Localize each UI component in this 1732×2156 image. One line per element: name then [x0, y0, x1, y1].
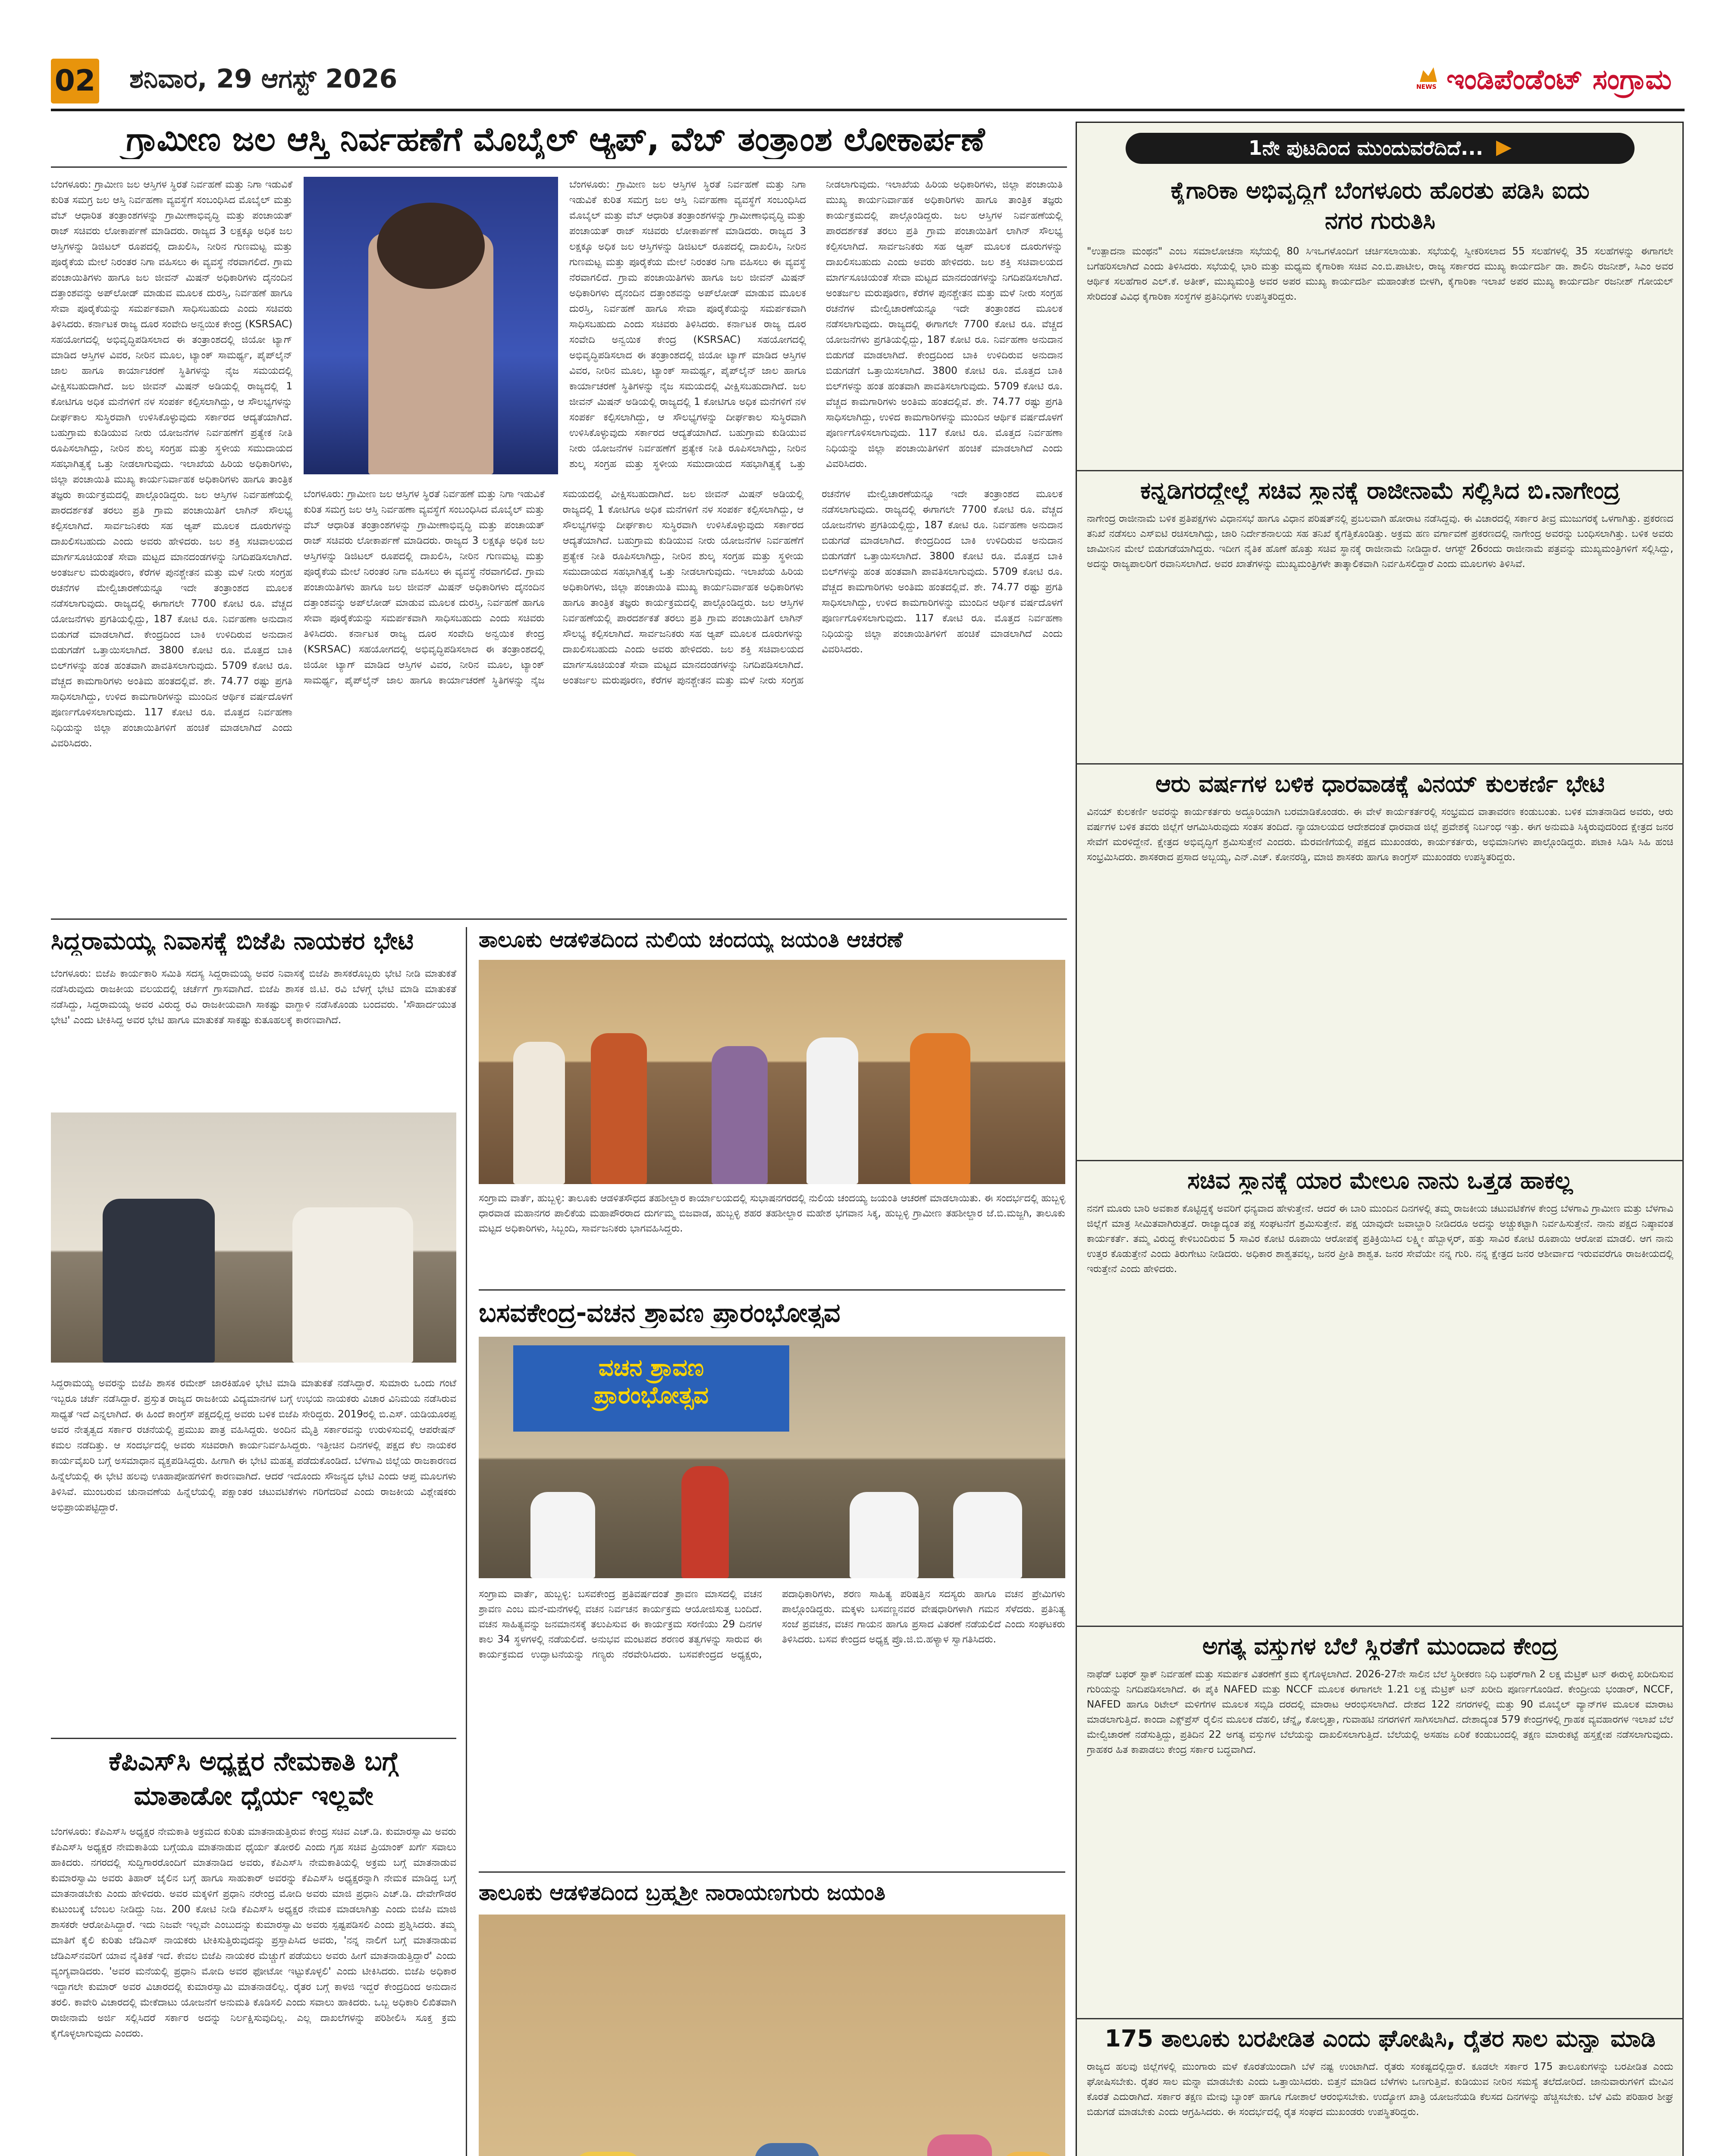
visitor-figure: [103, 1199, 215, 1363]
right-article-2-body: ನಾಗೇಂದ್ರ ರಾಜೀನಾಮೆ ಬಳಿಕ ಪ್ರತಿಪಕ್ಷಗಳು ವಿಧಾನಸಭೆ ಹಾಗೂ ವಿಧಾನ ಪರಿಷತ್‌ನಲ್ಲಿ ಪ್ರಬಲವಾಗಿ ಹೋರಾಟ ನಡೆಸಿದ್ದವು. ಈ ವಿಚಾರದಲ್ಲಿ ಸರ್ಕಾರ ತೀವ್ರ ಮುಜುಗರಕ್ಕೆ ಒಳಗಾಗಿತ್ತು. ಪ್ರಕರಣದ ತನಿಖೆ ನಡೆಸಲು ಎಸ್ಐಟಿ ರಚಿಸಲಾಗಿದ್ದು, ಜಾರಿ ನಿರ್ದೇಶನಾಲಯ ಸಹ ತನಿಖೆ ಕೈಗೆತ್ತಿಕೊಂಡಿತ್ತು. ಅಕ್ರಮ ಹಣ ವರ್ಗಾವಣೆ ಪ್ರಕರಣದಲ್ಲಿ ನಾಗೇಂದ್ರ ಅವರನ್ನು ಬಂಧಿಸಲಾಗಿತ್ತು. ಬಳಿಕ ಅವರು ಜಾಮೀನಿನ ಮೇಲೆ ಬಿಡುಗಡೆಯಾಗಿದ್ದರು. ಇದೀಗ ನೈತಿಕ ಹೊಣೆ ಹೊತ್ತು ಸಚಿವ ಸ್ಥಾನಕ್ಕೆ ರಾಜೀನಾಮೆ ನೀಡಿದ್ದಾರೆ. ಆಗಸ್ಟ್ 26ರಂದು ರಾಜೀನಾಮೆ ಪತ್ರವನ್ನು ಮುಖ್ಯಮಂತ್ರಿಗಳಿಗೆ ಸಲ್ಲಿಸಿದ್ದು, ಅದನ್ನು ರಾಜ್ಯಪಾಲರಿಗೆ ರವಾನಿಸಲಾಗಿದೆ. ಅವರ ಖಾತೆಗಳನ್ನು ಮುಖ್ಯಮಂತ್ರಿಗಳೇ ತಾತ್ಕಾಲಿಕವಾಗಿ ನಿರ್ವಹಿಸಲಿದ್ದಾರೆ ಎಂದು ಮೂಲಗಳು ತಿಳಿಸಿವೆ.: [1087, 513, 1673, 570]
basava-event-photo: [479, 1337, 1065, 1578]
section-rule-3: [479, 1289, 1065, 1291]
right-article-3-headline: ಆರು ವರ್ಷಗಳ ಬಳಿಕ ಧಾರವಾಡಕ್ಕೆ ವಿನಯ್ ಕುಲಕರ್ಣಿ ಭೇಟಿ: [1155, 770, 1605, 797]
right-article-4-headline: ಸಚಿವ ಸ್ಥಾನಕ್ಕೆ ಯಾರ ಮೇಲೂ ನಾನು ಒತ್ತಡ ಹಾಕಲ್ಲ: [1187, 1167, 1573, 1194]
attendee-figure: [1001, 2152, 1057, 2156]
right-article-5-body: ನಾಫೆಡ್ ಬಫರ್ ಸ್ಟಾಕ್ ನಿರ್ವಹಣೆ ಮತ್ತು ಸಮರ್ಪಕ ವಿತರಣೆಗೆ ಕ್ರಮ ಕೈಗೊಳ್ಳಲಾಗಿದೆ. 2026-27ನೇ ಸಾಲಿನ ಬೆಲೆ ಸ್ಥಿರೀಕರಣ ನಿಧಿ ಬಫರ್‌ಗಾಗಿ 2 ಲಕ್ಷ ಮೆಟ್ರಿಕ್ ಟನ್ ಈರುಳ್ಳಿ ಖರೀದಿಸುವ ಗುರಿಯನ್ನು ನಿಗದಿಪಡಿಸಲಾಗಿದೆ. ಈ ಪೈಕಿ NAFED ಮತ್ತು NCCF ಮೂಲಕ ಈಗಾಗಲೇ 1.21 ಲಕ್ಷ ಮೆಟ್ರಿಕ್ ಟನ್ ಖರೀದಿ ಪೂರ್ಣಗೊಂಡಿದೆ. ಕೇಂದ್ರೀಯ ಭಂಡಾರ್, NCCF, NAFED ಹಾಗೂ ರಿಟೇಲ್ ಮಳಿಗೆಗಳ ಮೂಲಕ ಸಬ್ಸಿಡಿ ದರದಲ್ಲಿ ಮಾರಾಟ ಆರಂಭಿಸಲಾಗಿದೆ. ದೇಶದ 122 ನಗರಗಳಲ್ಲಿ ಮತ್ತು 90 ಮೊಬೈಲ್ ವ್ಯಾನ್‌ಗಳ ಮೂಲಕ ಮಾರಾಟ ಮಾಡಲಾಗುತ್ತಿದೆ. ಕಾಂದಾ ಎಕ್ಸ್‌ಪ್ರೆಸ್ ರೈಲಿನ ಮೂಲಕ ದೆಹಲಿ, ಚೆನ್ನೈ, ಕೋಲ್ಕತ್ತಾ, ಗುವಾಹಟಿ ನಗರಗಳಿಗೆ ಸಾಗಿಸಲಾಗಿದೆ. ದೇಶಾದ್ಯಂತ 579 ಕೇಂದ್ರಗಳಲ್ಲಿ ಗ್ರಾಹಕ ವ್ಯವಹಾರಗಳ ಇಲಾಖೆ ಬೆಲೆ ಮೇಲ್ವಿಚಾರಣೆ ನಡೆಸುತ್ತಿದ್ದು, ಪ್ರತಿದಿನ 22 ಅಗತ್ಯ ವಸ್ತುಗಳ ಬೆಲೆಯನ್ನು ದಾಖಲಿಸಲಾಗುತ್ತಿದೆ. ಬೆಲೆಯಲ್ಲಿ ಅಸಹಜ ಏರಿಕೆ ಕಂಡುಬಂದಲ್ಲಿ ತಕ್ಷಣ ಮಾರುಕಟ್ಟೆ ಹಸ್ತಕ್ಷೇಪ ನಡೆಸಲಾಗುವುದು. ಗ್ರಾಹಕರ ಹಿತ ಕಾಪಾಡಲು ಕೇಂದ್ರ ಸರ್ಕಾರ ಬದ್ಧವಾಗಿದೆ.: [1087, 1669, 1673, 1755]
section-rule-2: [51, 1738, 456, 1739]
right-article-6-body: ರಾಜ್ಯದ ಹಲವು ಜಿಲ್ಲೆಗಳಲ್ಲಿ ಮುಂಗಾರು ಮಳೆ ಕೊರತೆಯಿಂದಾಗಿ ಬೆಳೆ ನಷ್ಟ ಉಂಟಾಗಿದೆ. ರೈತರು ಸಂಕಷ್ಟದಲ್ಲಿದ್ದಾರೆ. ಕೂಡಲೇ ಸರ್ಕಾರ 175 ತಾಲೂಕುಗಳನ್ನು ಬರಪೀಡಿತ ಎಂದು ಘೋಷಿಸಬೇಕು. ರೈತರ ಸಾಲ ಮನ್ನಾ ಮಾಡಬೇಕು ಎಂದು ಒತ್ತಾಯಿಸಿದರು. ಬಿತ್ತನೆ ಮಾಡಿದ ಬೆಳೆಗಳು ಒಣಗುತ್ತಿವೆ. ಕುಡಿಯುವ ನೀರಿನ ಸಮಸ್ಯೆ ತಲೆದೋರಿದೆ. ಜಾನುವಾರುಗಳಿಗೆ ಮೇವಿನ ಕೊರತೆ ಎದುರಾಗಿದೆ. ಸರ್ಕಾರ ತಕ್ಷಣ ಮೇವು ಬ್ಯಾಂಕ್ ಹಾಗೂ ಗೋಶಾಲೆ ಆರಂಭಿಸಬೇಕು. ಉದ್ಯೋಗ ಖಾತ್ರಿ ಯೋಜನೆಯಡಿ ಕೆಲಸದ ದಿನಗಳನ್ನು ಹೆಚ್ಚಿಸಬೇಕು. ಬೆಳೆ ವಿಮೆ ಪರಿಹಾರ ಶೀಘ್ರ ಬಿಡುಗಡೆ ಮಾಡಬೇಕು ಎಂದು ಆಗ್ರಹಿಸಿದರು. ಈ ಸಂದರ್ಭದಲ್ಲಿ ರೈತ ಸಂಘದ ಮುಖಂಡರು ಉಪಸ್ಥಿತರಿದ್ದರು.: [1087, 2061, 1673, 2118]
section-rule-4: [479, 1871, 1065, 1873]
event-banner: [513, 1345, 789, 1432]
right-rule: [1076, 470, 1684, 471]
narayanaguru-headline: ತಾಲೂಕು ಆಡಳಿತದಿಂದ ಬ್ರಹ್ಮಶ್ರೀ ನಾರಾಯಣಗುರು ಜಯಂತಿ: [479, 1880, 885, 1905]
narayanaguru-event-photo: [479, 1915, 1065, 2156]
right-article-1-headline: ಕೈಗಾರಿಕಾ ಅಭಿವೃದ್ಧಿಗೆ ಬೆಂಗಳೂರು ಹೊರತು ಪಡಿಸಿ ಐದು: [1170, 177, 1590, 204]
continued-banner-text: 1ನೇ ಪುಟದಿಂದ ಮುಂದುವರೆದಿದೆ...: [1248, 136, 1484, 160]
attendee-figure: [927, 2134, 992, 2156]
attendee-figure: [712, 1046, 768, 1184]
siddaramaiah-body-bottom: ಸಿದ್ದರಾಮಯ್ಯ ಅವರನ್ನು ಬಿಜೆಪಿ ಶಾಸಕ ರಮೇಶ್ ಜಾರಕಿಹೊಳಿ ಭೇಟಿ ಮಾಡಿ ಮಾತುಕತೆ ನಡೆಸಿದ್ದಾರೆ. ಸುಮಾರು ಒಂದು ಗಂಟೆ ಇಬ್ಬರೂ ಚರ್ಚೆ ನಡೆಸಿದ್ದಾರೆ. ಪ್ರಸ್ತುತ ರಾಜ್ಯದ ರಾಜಕೀಯ ವಿದ್ಯಮಾನಗಳ ಬಗ್ಗೆ ಉಭಯ ನಾಯಕರು ವಿಚಾರ ವಿನಿಮಯ ನಡೆಸಿರುವ ಸಾಧ್ಯತೆ ಇದೆ ಎನ್ನಲಾಗಿದೆ. ಈ ಹಿಂದೆ ಕಾಂಗ್ರೆಸ್ ಪಕ್ಷದಲ್ಲಿದ್ದ ಅವರು ಬಳಿಕ ಬಿಜೆಪಿ ಸೇರಿದ್ದರು. 2019ರಲ್ಲಿ ಬಿ.ಎಸ್. ಯಡಿಯೂರಪ್ಪ ಅವರ ನೇತೃತ್ವದ ಸರ್ಕಾರ ರಚನೆಯಲ್ಲಿ ಪ್ರಮುಖ ಪಾತ್ರ ವಹಿಸಿದ್ದರು. ಅಂದಿನ ಮೈತ್ರಿ ಸರ್ಕಾರವನ್ನು ಉರುಳಿಸುವಲ್ಲಿ ಆಪರೇಷನ್ ಕಮಲ ನಡೆದಿತ್ತು. ಆ ಸಂದರ್ಭದಲ್ಲಿ ಅವರು ಸಚಿವರಾಗಿ ಕಾರ್ಯನಿರ್ವಹಿಸಿದ್ದರು. ಇತ್ತೀಚಿನ ದಿನಗಳಲ್ಲಿ ಪಕ್ಷದ ಕೆಲ ನಾಯಕರ ಕಾರ್ಯವೈಖರಿ ಬಗ್ಗೆ ಅಸಮಾಧಾನ ವ್ಯಕ್ತಪಡಿಸಿದ್ದರು. ಹೀಗಾಗಿ ಈ ಭೇಟಿ ಮಹತ್ವ ಪಡೆದುಕೊಂಡಿದೆ. ಬೆಳಗಾವಿ ಜಿಲ್ಲೆಯ ರಾಜಕಾರಣದ ಹಿನ್ನೆಲೆಯಲ್ಲಿ ಈ ಭೇಟಿ ಹಲವು ಊಹಾಪೋಹಗಳಿಗೆ ಕಾರಣವಾಗಿದೆ. ಆದರೆ ಇದೊಂದು ಸೌಜನ್ಯದ ಭೇಟಿ ಎಂದು ಆಪ್ತ ಮೂಲಗಳು ತಿಳಿಸಿವೆ. ಮುಂಬರುವ ಚುನಾವಣೆಯ ಹಿನ್ನೆಲೆಯಲ್ಲಿ ಪಕ್ಷಾಂತರ ಚಟುವಟಿಕೆಗಳು ಗರಿಗೆದರಿವೆ ಎಂದು ರಾಜಕೀಯ ವಿಶ್ಲೇಷಕರು ಅಭಿಪ್ರಾಯಪಟ್ಟಿದ್ದಾರೆ.: [51, 1378, 456, 1513]
right-article-1-headline-2: ನಗರ ಗುರುತಿಸಿ: [1324, 207, 1436, 234]
page-date: ಶನಿವಾರ, 29 ಆಗಸ್ಟ್ 2026: [129, 64, 398, 94]
right-article-2-headline: ಕನ್ನಡಿಗರದ್ದೇಲ್ಲೆ ಸಚಿವ ಸ್ಥಾನಕ್ಕೆ ರಾಜೀನಾಮೆ ಸಲ್ಲಿಸಿದ ಬಿ.ನಾಗೇಂದ್ರ: [1140, 477, 1620, 504]
right-rule: [1076, 1626, 1684, 1627]
attendee-figure: [850, 1492, 919, 1578]
right-rule: [1076, 2018, 1684, 2019]
brand-logo-icon: [1416, 65, 1440, 95]
lead-rule: [51, 166, 1067, 168]
right-rule: [1076, 763, 1684, 765]
host-figure: [292, 1207, 413, 1363]
arrow-right-icon: [1496, 141, 1512, 156]
basava-headline: ಬಸವಕೇಂದ್ರ-ವಚನ ಶ್ರಾವಣ ಪ್ರಾರಂಭೋತ್ಸವ: [479, 1298, 841, 1328]
child-figure: [681, 1466, 729, 1578]
right-article-3-body: ವಿನಯ್ ಕುಲಕರ್ಣಿ ಅವರನ್ನು ಕಾರ್ಯಕರ್ತರು ಅದ್ದೂರಿಯಾಗಿ ಬರಮಾಡಿಕೊಂಡರು. ಈ ವೇಳೆ ಕಾರ್ಯಕರ್ತರಲ್ಲಿ ಸಂಭ್ರಮದ ವಾತಾವರಣ ಕಂಡುಬಂತು. ಬಳಿಕ ಮಾತನಾಡಿದ ಅವರು, ಆರು ವರ್ಷಗಳ ಬಳಿಕ ತವರು ಜಿಲ್ಲೆಗೆ ಆಗಮಿಸಿರುವುದು ಸಂತಸ ತಂದಿದೆ. ನ್ಯಾಯಾಲಯದ ಆದೇಶದಂತೆ ಧಾರವಾಡ ಜಿಲ್ಲೆ ಪ್ರವೇಶಕ್ಕೆ ನಿರ್ಬಂಧ ಇತ್ತು. ಈಗ ಅನುಮತಿ ಸಿಕ್ಕಿರುವುದರಿಂದ ಕ್ಷೇತ್ರದ ಜನರ ಸೇವೆಗೆ ಮರಳಿದ್ದೇನೆ. ಕ್ಷೇತ್ರದ ಅಭಿವೃದ್ಧಿಗೆ ಶ್ರಮಿಸುತ್ತೇನೆ ಎಂದರು. ಮೆರವಣಿಗೆಯಲ್ಲಿ ಪಕ್ಷದ ಮುಖಂಡರು, ಕಾರ್ಯಕರ್ತರು, ಅಭಿಮಾನಿಗಳು ಪಾಲ್ಗೊಂಡಿದ್ದರು. ಪಟಾಕಿ ಸಿಡಿಸಿ ಸಿಹಿ ಹಂಚಿ ಸಂಭ್ರಮಿಸಿದರು. ಶಾಸಕರಾದ ಪ್ರಸಾದ ಅಬ್ಬಯ್ಯ, ಎನ್.ಎಚ್. ಕೋನರಡ್ಡಿ, ಮಾಜಿ ಶಾಸಕರು ಹಾಗೂ ಕಾಂಗ್ರೆಸ್ ಮುಖಂಡರು ಉಪಸ್ಥಿತರಿದ್ದರು.: [1087, 806, 1673, 863]
chandrayya-event-photo: [479, 960, 1065, 1184]
lead-portrait-photo: [304, 177, 558, 474]
right-rule: [1076, 1160, 1684, 1161]
lead-body-cont: ಬೆಂಗಳೂರು: ಗ್ರಾಮೀಣ ಜಲ ಆಸ್ತಿಗಳ ಸ್ಥಿರತೆ ನಿರ್ವಹಣೆ ಮತ್ತು ನಿಗಾ ಇಡುವಿಕೆ ಕುರಿತ ಸಮಗ್ರ ಜಲ ಆಸ್ತಿ ನಿರ್ವಹಣಾ ವ್ಯವಸ್ಥೆಗೆ ಸಂಬಂಧಿಸಿದ ಮೊಬೈಲ್ ಮತ್ತು ವೆಬ್ ಆಧಾರಿತ ತಂತ್ರಾಂಶಗಳನ್ನು ಗ್ರಾಮೀಣಾಭಿವೃದ್ಧಿ ಮತ್ತು ಪಂಚಾಯತ್ ರಾಜ್ ಸಚಿವರು ಲೋಕಾರ್ಪಣೆ ಮಾಡಿದರು. ರಾಜ್ಯದ 3 ಲಕ್ಷಕ್ಕೂ ಅಧಿಕ ಜಲ ಆಸ್ತಿಗಳನ್ನು ಡಿಜಿಟಲ್ ರೂಪದಲ್ಲಿ ದಾಖಲಿಸಿ, ನೀರಿನ ಗುಣಮಟ್ಟ ಮತ್ತು ಪೂರೈಕೆಯ ಮೇಲೆ ನಿರಂತರ ನಿಗಾ ವಹಿಸಲು ಈ ವ್ಯವಸ್ಥೆ ನೆರವಾಗಲಿದೆ. ಗ್ರಾಮ ಪಂಚಾಯಿತಿಗಳು ಹಾಗೂ ಜಲ ಜೀವನ್ ಮಿಷನ್ ಅಧಿಕಾರಿಗಳು ದೈನಂದಿನ ದತ್ತಾಂಶವನ್ನು ಅಪ್‌ಲೋಡ್ ಮಾಡುವ ಮೂಲಕ ದುರಸ್ತಿ, ನಿರ್ವಹಣೆ ಹಾಗೂ ಸೇವಾ ಪೂರೈಕೆಯನ್ನು ಸಮರ್ಪಕವಾಗಿ ಸಾಧಿಸಬಹುದು ಎಂದು ಸಚಿವರು ತಿಳಿಸಿದರು. ಕರ್ನಾಟಕ ರಾಜ್ಯ ದೂರ ಸಂವೇದಿ ಅನ್ವಯಿಕ ಕೇಂದ್ರ (KSRSAC) ಸಹಯೋಗದಲ್ಲಿ ಅಭಿವೃದ್ಧಿಪಡಿಸಲಾದ ಈ ತಂತ್ರಾಂಶದಲ್ಲಿ ಜಿಯೋ ಟ್ಯಾಗ್ ಮಾಡಿದ ಆಸ್ತಿಗಳ ವಿವರ, ನೀರಿನ ಮೂಲ, ಟ್ಯಾಂಕ್ ಸಾಮರ್ಥ್ಯ, ಪೈಪ್‌ಲೈನ್ ಜಾಲ ಹಾಗೂ ಕಾರ್ಯಾಚರಣೆ ಸ್ಥಿತಿಗಳನ್ನು ನೈಜ ಸಮಯದಲ್ಲಿ ವೀಕ್ಷಿಸಬಹುದಾಗಿದೆ. ಜಲ ಜೀವನ್ ಮಿಷನ್ ಅಡಿಯಲ್ಲಿ ರಾಜ್ಯದಲ್ಲಿ 1 ಕೋಟಿಗೂ ಅಧಿಕ ಮನೆಗಳಿಗೆ ನಳ ಸಂಪರ್ಕ ಕಲ್ಪಿಸಲಾಗಿದ್ದು, ಆ ಸೌಲಭ್ಯಗಳನ್ನು ದೀರ್ಘಕಾಲ ಸುಸ್ಥಿರವಾಗಿ ಉಳಿಸಿಕೊಳ್ಳುವುದು ಸರ್ಕಾರದ ಆದ್ಯತೆಯಾಗಿದೆ. ಬಹುಗ್ರಾಮ ಕುಡಿಯುವ ನೀರು ಯೋಜನೆಗಳ ನಿರ್ವಹಣೆಗೆ ಪ್ರತ್ಯೇಕ ನೀತಿ ರೂಪಿಸಲಾಗಿದ್ದು, ನೀರಿನ ಶುಲ್ಕ ಸಂಗ್ರಹ ಮತ್ತು ಸ್ಥಳೀಯ ಸಮುದಾಯದ ಸಹಭಾಗಿತ್ವಕ್ಕೆ ಒತ್ತು ನೀಡಲಾಗುವುದು. ಇಲಾಖೆಯ ಹಿರಿಯ ಅಧಿಕಾರಿಗಳು, ಜಿಲ್ಲಾ ಪಂಚಾಯಿತಿ ಮುಖ್ಯ ಕಾರ್ಯನಿರ್ವಾಹಕ ಅಧಿಕಾರಿಗಳು ಹಾಗೂ ತಾಂತ್ರಿಕ ತಜ್ಞರು ಕಾರ್ಯಕ್ರಮದಲ್ಲಿ ಪಾಲ್ಗೊಂಡಿದ್ದರು. ಜಲ ಆಸ್ತಿಗಳ ನಿರ್ವಹಣೆಯಲ್ಲಿ ಪಾರದರ್ಶಕತೆ ತರಲು ಪ್ರತಿ ಗ್ರಾಮ ಪಂಚಾಯಿತಿಗೆ ಲಾಗಿನ್ ಸೌಲಭ್ಯ ಕಲ್ಪಿಸಲಾಗಿದೆ. ಸಾರ್ವಜನಿಕರು ಸಹ ಆ್ಯಪ್ ಮೂಲಕ ದೂರುಗಳನ್ನು ದಾಖಲಿಸಬಹುದು ಎಂದು ಅವರು ಹೇಳಿದರು. ಜಲ ಶಕ್ತಿ ಸಚಿವಾಲಯದ ಮಾರ್ಗಸೂಚಿಯಂತೆ ಸೇವಾ ಮಟ್ಟದ ಮಾನದಂಡಗಳನ್ನು ನಿಗದಿಪಡಿಸಲಾಗಿದೆ. ಅಂತರ್ಜಲ ಮರುಪೂರಣ, ಕೆರೆಗಳ ಪುನಶ್ಚೇತನ ಮತ್ತು ಮಳೆ ನೀರು ಸಂಗ್ರಹ ರಚನೆಗಳ ಮೇಲ್ವಿಚಾರಣೆಯನ್ನೂ ಇದೇ ತಂತ್ರಾಂಶದ ಮೂಲಕ ನಡೆಸಲಾಗುವುದು. ರಾಜ್ಯದಲ್ಲಿ ಈಗಾಗಲೇ 7700 ಕೋಟಿ ರೂ. ವೆಚ್ಚದ ಯೋಜನೆಗಳು ಪ್ರಗತಿಯಲ್ಲಿದ್ದು, 187 ಕೋಟಿ ರೂ. ನಿರ್ವಹಣಾ ಅನುದಾನ ಬಿಡುಗಡೆ ಮಾಡಲಾಗಿದೆ. ಕೇಂದ್ರದಿಂದ ಬಾಕಿ ಉಳಿದಿರುವ ಅನುದಾನ ಬಿಡುಗಡೆಗೆ ಒತ್ತಾಯಿಸಲಾಗಿದೆ. 3800 ಕೋಟಿ ರೂ. ಮೊತ್ತದ ಬಾಕಿ ಬಿಲ್‌ಗಳನ್ನು ಹಂತ ಹಂತವಾಗಿ ಪಾವತಿಸಲಾಗುವುದು. 5709 ಕೋಟಿ ರೂ. ವೆಚ್ಚದ ಕಾಮಗಾರಿಗಳು ಅಂತಿಮ ಹಂತದಲ್ಲಿವೆ. ಶೇ. 74.77 ರಷ್ಟು ಪ್ರಗತಿ ಸಾಧಿಸಲಾಗಿದ್ದು, ಉಳಿದ ಕಾಮಗಾರಿಗಳನ್ನು ಮುಂದಿನ ಆರ್ಥಿಕ ವರ್ಷದೊಳಗೆ ಪೂರ್ಣಗೊಳಿಸಲಾಗುವುದು. 117 ಕೋಟಿ ರೂ. ಮೊತ್ತದ ನಿರ್ವಹಣಾ ನಿಧಿಯನ್ನು ಜಿಲ್ಲಾ ಪಂಚಾಯಿತಿಗಳಿಗೆ ಹಂಚಿಕೆ ಮಾಡಲಾಗಿದೆ ಎಂದು ವಿವರಿಸಿದರು.: [304, 489, 1063, 686]
attendee-figure: [953, 1492, 1022, 1578]
basava-caption: ಸಂಗ್ರಾಮ ವಾರ್ತೆ, ಹುಬ್ಬಳ್ಳಿ: ಬಸವಕೇಂದ್ರ ಪ್ರತಿವರ್ಷದಂತೆ ಶ್ರಾವಣ ಮಾಸದಲ್ಲಿ ವಚನ ಶ್ರಾವಣ ಎಂಬ ಮನೆ-ಮನೆಗಳಲ್ಲಿ ವಚನ ನಿರ್ವಚನ ಕಾರ್ಯಕ್ರಮ ಆಯೋಜಿಸುತ್ತ ಬಂದಿದೆ. ವಚನ ಸಾಹಿತ್ಯವನ್ನು ಜನಮಾನಸಕ್ಕೆ ತಲುಪಿಸುವ ಈ ಕಾರ್ಯಕ್ರಮ ಸರಣಿಯು 29 ದಿನಗಳ ಕಾಲ 34 ಸ್ಥಳಗಳಲ್ಲಿ ನಡೆಯಲಿದೆ. ಅನುಭವ ಮಂಟಪದ ಶರಣರ ತತ್ವಗಳನ್ನು ಸಾರುವ ಈ ಕಾರ್ಯಕ್ರಮದ ಉದ್ಘಾಟನೆಯನ್ನು ಗಣ್ಯರು ನೆರವೇರಿಸಿದರು. ಬಸವಕೇಂದ್ರದ ಅಧ್ಯಕ್ಷರು, ಪದಾಧಿಕಾರಿಗಳು, ಶರಣ ಸಾಹಿತ್ಯ ಪರಿಷತ್ತಿನ ಸದಸ್ಯರು ಹಾಗೂ ವಚನ ಪ್ರೇಮಿಗಳು ಪಾಲ್ಗೊಂಡಿದ್ದರು. ಮಕ್ಕಳು ಬಸವಣ್ಣನವರ ವೇಷಧಾರಿಗಳಾಗಿ ಗಮನ ಸೆಳೆದರು. ಪ್ರತಿನಿತ್ಯ ಸಂಜೆ ಪ್ರವಚನ, ವಚನ ಗಾಯನ ಹಾಗೂ ಪ್ರಸಾದ ವಿತರಣೆ ನಡೆಯಲಿದೆ ಎಂದು ಸಂಘಟಕರು ತಿಳಿಸಿದರು. ಬಸವ ಕೇಂದ್ರದ ಅಧ್ಯಕ್ಷ ಪ್ರೊ.ಜಿ.ಬಿ.ಹಳ್ಯಾಳ ಸ್ವಾಗತಿಸಿದರು.: [479, 1589, 1065, 1660]
lead-headline: ಗ್ರಾಮೀಣ ಜಲ ಆಸ್ತಿ ನಿರ್ವಹಣೆಗೆ ಮೊಬೈಲ್ ಆ್ಯಪ್, ವೆಬ್ ತಂತ್ರಾಂಶ ಲೋಕಾರ್ಪಣೆ: [126, 120, 985, 158]
attendee-figure: [513, 1042, 565, 1184]
kpsc-headline-line2: ಮಾತಾಡೋ ಧೈರ್ಯ ಇಲ್ಲವೇ: [134, 1781, 373, 1811]
page-number: 02: [51, 59, 99, 103]
right-article-5-headline: ಅಗತ್ಯ ವಸ್ತುಗಳ ಬೆಲೆ ಸ್ಥಿರತೆಗೆ ಮುಂದಾದ ಕೇಂದ್ರ: [1202, 1633, 1558, 1660]
newspaper-brand: [1416, 60, 1672, 99]
banner-text-2: ಪ್ರಾರಂಭೋತ್ಸವ: [593, 1382, 709, 1409]
masthead-rule: [51, 109, 1685, 111]
attendee-figure: [574, 2152, 643, 2156]
kpsc-headline-line1: ಕೆಪಿಎಸ್‌ಸಿ ಅಧ್ಯಕ್ಷರ ನೇಮಕಾತಿ ಬಗ್ಗೆ: [108, 1746, 399, 1777]
speaker-head: [377, 203, 485, 289]
right-article-1-body: "ಉತ್ಪಾದನಾ ಮಂಥನ" ಎಂಬ ಸಮಾಲೋಚನಾ ಸಭೆಯಲ್ಲಿ 80 ಸಿಇಒಗಳೊಂದಿಗೆ ಚರ್ಚಿಸಲಾಯಿತು. ಸಭೆಯಲ್ಲಿ ಸ್ವೀಕರಿಸಲಾದ 55 ಸಲಹೆಗಳಲ್ಲಿ 35 ಸಲಹೆಗಳನ್ನು ಈಗಾಗಲೇ ಬಗೆಹರಿಸಲಾಗಿದೆ ಎಂದು ತಿಳಿಸಿದರು. ಸಭೆಯಲ್ಲಿ ಭಾರಿ ಮತ್ತು ಮಧ್ಯಮ ಕೈಗಾರಿಕಾ ಸಚಿವ ಎಂ.ಬಿ.ಪಾಟೀಲ, ರಾಜ್ಯ ಸರ್ಕಾರದ ಮುಖ್ಯ ಕಾರ್ಯದರ್ಶಿ ಡಾ. ಶಾಲಿನಿ ರಜನೀಶ್, ಸಿಎಂ ಅವರ ಆರ್ಥಿಕ ಸಲಹೆಗಾರ ಎಲ್.ಕೆ. ಅತೀಕ್, ಮುಖ್ಯಮಂತ್ರಿ ಅವರ ಅಪರ ಮುಖ್ಯ ಕಾರ್ಯದರ್ಶಿ ಮಹಾಂತೇಶ ಬೀಳಗಿ, ಕೈಗಾರಿಕಾ ಇಲಾಖೆ ಅಪರ ಮುಖ್ಯ ಕಾರ್ಯದರ್ಶಿ ರಜನೀಶ್ ಗೋಯಲ್ ಸೇರಿದಂತೆ ವಿವಿಧ ಕೈಗಾರಿಕಾ ಸಂಸ್ಥೆಗಳ ಪ್ರತಿನಿಧಿಗಳು ಉಪಸ್ಥಿತರಿದ್ದರು.: [1087, 246, 1673, 302]
column-divider: [466, 927, 467, 2156]
right-article-4-body: ನನಗೆ ಮೂರು ಬಾರಿ ಅವಕಾಶ ಕೊಟ್ಟಿದ್ದಕ್ಕೆ ಅವರಿಗೆ ಧನ್ಯವಾದ ಹೇಳುತ್ತೇನೆ. ಆದರೆ ಈ ಬಾರಿ ಮುಂದಿನ ದಿನಗಳಲ್ಲಿ ತಮ್ಮ ರಾಜಕೀಯ ಚಟುವಟಿಕೆಗಳ ಕೇಂದ್ರ ಬೆಳಗಾವಿ ಗ್ರಾಮೀಣ ಮತ್ತು ಬೆಳಗಾವಿ ಜಿಲ್ಲೆಗೆ ಮಾತ್ರ ಸೀಮಿತವಾಗಿರುತ್ತದೆ. ರಾಜ್ಯಾದ್ಯಂತ ಪಕ್ಷ ಸಂಘಟನೆಗೆ ಶ್ರಮಿಸುತ್ತೇನೆ. ಪಕ್ಷ ಯಾವುದೇ ಜವಾಬ್ದಾರಿ ನೀಡಿದರೂ ಅದನ್ನು ಅಚ್ಚುಕಟ್ಟಾಗಿ ನಿರ್ವಹಿಸುತ್ತೇನೆ. ನಾನು ಪಕ್ಷದ ನಿಷ್ಠಾವಂತ ಕಾರ್ಯಕರ್ತೆ. ತಮ್ಮ ವಿರುದ್ಧ ಕೇಳಿಬಂದಿರುವ 5 ಸಾವಿರ ಕೋಟಿ ರೂಪಾಯಿ ಆರೋಪಕ್ಕೆ ಪ್ರತಿಕ್ರಿಯಿಸಿದ ಲಕ್ಷ್ಮೀ ಹೆಬ್ಬಾಳ್ಕರ್, ಹತ್ತು ಸಾವಿರ ಕೋಟಿ ರೂಪಾಯಿ ಆರೋಪ ಮಾಡಲಿ. ಆಗ ನಾನು ಉತ್ತರ ಕೊಡುತ್ತೇನೆ ಎಂದು ತಿರುಗೇಟು ನೀಡಿದರು. ಅಧಿಕಾರ ಶಾಶ್ವತವಲ್ಲ, ಜನರ ಪ್ರೀತಿ ಶಾಶ್ವತ. ಜನರ ಸೇವೆಯೇ ನನ್ನ ಗುರಿ. ನನ್ನ ಕ್ಷೇತ್ರದ ಜನರ ಆಶೀರ್ವಾದ ಇರುವವರೆಗೂ ರಾಜಕೀಯದಲ್ಲಿ ಇರುತ್ತೇನೆ ಎಂದು ಹೇಳಿದರು.: [1087, 1203, 1673, 1275]
attendee-figure: [591, 1033, 647, 1184]
attendee-figure: [806, 1037, 858, 1184]
chandrayya-caption: ಸಂಗ್ರಾಮ ವಾರ್ತೆ, ಹುಬ್ಬಳ್ಳಿ: ತಾಲೂಕು ಆಡಳಿತಸೌಧದ ತಹಶೀಲ್ದಾರ ಕಾರ್ಯಾಲಯದಲ್ಲಿ ಸುಭಾಷನಗರದಲ್ಲಿ ನುಲಿಯ ಚಂದಯ್ಯ ಜಯಂತಿ ಆಚರಣೆ ಮಾಡಲಾಯಿತು. ಈ ಸಂದರ್ಭದಲ್ಲಿ ಹುಬ್ಬಳ್ಳಿ ಧಾರವಾಡ ಮಹಾನಗರ ಪಾಲಿಕೆಯ ಮಹಾಪೌರರಾದ ದುರ್ಗಮ್ಮ ಬಿಜವಾಡ, ಹುಬ್ಬಳ್ಳಿ ಶಹರ ತಹಶೀಲ್ದಾರ ಮಹೇಶ ಭಗವಾನ ಸಿಕ್ಕ, ಹುಬ್ಬಳ್ಳಿ ಗ್ರಾಮೀಣ ತಹಶೀಲ್ದಾರ ಜೆ.ಬಿ.ಮಜ್ಜಗಿ, ತಾಲೂಕು ಮಟ್ಟದ ಅಧಿಕಾರಿಗಳು, ಸಿಬ್ಬಂದಿ, ಸಾರ್ವಜನಿಕರು ಭಾಗವಹಿಸಿದ್ದರು.: [479, 1193, 1065, 1234]
attendee-figure: [530, 1492, 595, 1578]
lead-body-col1: ಬೆಂಗಳೂರು: ಗ್ರಾಮೀಣ ಜಲ ಆಸ್ತಿಗಳ ಸ್ಥಿರತೆ ನಿರ್ವಹಣೆ ಮತ್ತು ನಿಗಾ ಇಡುವಿಕೆ ಕುರಿತ ಸಮಗ್ರ ಜಲ ಆಸ್ತಿ ನಿರ್ವಹಣಾ ವ್ಯವಸ್ಥೆಗೆ ಸಂಬಂಧಿಸಿದ ಮೊಬೈಲ್ ಮತ್ತು ವೆಬ್ ಆಧಾರಿತ ತಂತ್ರಾಂಶಗಳನ್ನು ಗ್ರಾಮೀಣಾಭಿವೃದ್ಧಿ ಮತ್ತು ಪಂಚಾಯತ್ ರಾಜ್ ಸಚಿವರು ಲೋಕಾರ್ಪಣೆ ಮಾಡಿದರು. ರಾಜ್ಯದ 3 ಲಕ್ಷಕ್ಕೂ ಅಧಿಕ ಜಲ ಆಸ್ತಿಗಳನ್ನು ಡಿಜಿಟಲ್ ರೂಪದಲ್ಲಿ ದಾಖಲಿಸಿ, ನೀರಿನ ಗುಣಮಟ್ಟ ಮತ್ತು ಪೂರೈಕೆಯ ಮೇಲೆ ನಿರಂತರ ನಿಗಾ ವಹಿಸಲು ಈ ವ್ಯವಸ್ಥೆ ನೆರವಾಗಲಿದೆ. ಗ್ರಾಮ ಪಂಚಾಯಿತಿಗಳು ಹಾಗೂ ಜಲ ಜೀವನ್ ಮಿಷನ್ ಅಧಿಕಾರಿಗಳು ದೈನಂದಿನ ದತ್ತಾಂಶವನ್ನು ಅಪ್‌ಲೋಡ್ ಮಾಡುವ ಮೂಲಕ ದುರಸ್ತಿ, ನಿರ್ವಹಣೆ ಹಾಗೂ ಸೇವಾ ಪೂರೈಕೆಯನ್ನು ಸಮರ್ಪಕವಾಗಿ ಸಾಧಿಸಬಹುದು ಎಂದು ಸಚಿವರು ತಿಳಿಸಿದರು. ಕರ್ನಾಟಕ ರಾಜ್ಯ ದೂರ ಸಂವೇದಿ ಅನ್ವಯಿಕ ಕೇಂದ್ರ (KSRSAC) ಸಹಯೋಗದಲ್ಲಿ ಅಭಿವೃದ್ಧಿಪಡಿಸಲಾದ ಈ ತಂತ್ರಾಂಶದಲ್ಲಿ ಜಿಯೋ ಟ್ಯಾಗ್ ಮಾಡಿದ ಆಸ್ತಿಗಳ ವಿವರ, ನೀರಿನ ಮೂಲ, ಟ್ಯಾಂಕ್ ಸಾಮರ್ಥ್ಯ, ಪೈಪ್‌ಲೈನ್ ಜಾಲ ಹಾಗೂ ಕಾರ್ಯಾಚರಣೆ ಸ್ಥಿತಿಗಳನ್ನು ನೈಜ ಸಮಯದಲ್ಲಿ ವೀಕ್ಷಿಸಬಹುದಾಗಿದೆ. ಜಲ ಜೀವನ್ ಮಿಷನ್ ಅಡಿಯಲ್ಲಿ ರಾಜ್ಯದಲ್ಲಿ 1 ಕೋಟಿಗೂ ಅಧಿಕ ಮನೆಗಳಿಗೆ ನಳ ಸಂಪರ್ಕ ಕಲ್ಪಿಸಲಾಗಿದ್ದು, ಆ ಸೌಲಭ್ಯಗಳನ್ನು ದೀರ್ಘಕಾಲ ಸುಸ್ಥಿರವಾಗಿ ಉಳಿಸಿಕೊಳ್ಳುವುದು ಸರ್ಕಾರದ ಆದ್ಯತೆಯಾಗಿದೆ. ಬಹುಗ್ರಾಮ ಕುಡಿಯುವ ನೀರು ಯೋಜನೆಗಳ ನಿರ್ವಹಣೆಗೆ ಪ್ರತ್ಯೇಕ ನೀತಿ ರೂಪಿಸಲಾಗಿದ್ದು, ನೀರಿನ ಶುಲ್ಕ ಸಂಗ್ರಹ ಮತ್ತು ಸ್ಥಳೀಯ ಸಮುದಾಯದ ಸಹಭಾಗಿತ್ವಕ್ಕೆ ಒತ್ತು ನೀಡಲಾಗುವುದು. ಇಲಾಖೆಯ ಹಿರಿಯ ಅಧಿಕಾರಿಗಳು, ಜಿಲ್ಲಾ ಪಂಚಾಯಿತಿ ಮುಖ್ಯ ಕಾರ್ಯನಿರ್ವಾಹಕ ಅಧಿಕಾರಿಗಳು ಹಾಗೂ ತಾಂತ್ರಿಕ ತಜ್ಞರು ಕಾರ್ಯಕ್ರಮದಲ್ಲಿ ಪಾಲ್ಗೊಂಡಿದ್ದರು. ಜಲ ಆಸ್ತಿಗಳ ನಿರ್ವಹಣೆಯಲ್ಲಿ ಪಾರದರ್ಶಕತೆ ತರಲು ಪ್ರತಿ ಗ್ರಾಮ ಪಂಚಾಯಿತಿಗೆ ಲಾಗಿನ್ ಸೌಲಭ್ಯ ಕಲ್ಪಿಸಲಾಗಿದೆ. ಸಾರ್ವಜನಿಕರು ಸಹ ಆ್ಯಪ್ ಮೂಲಕ ದೂರುಗಳನ್ನು ದಾಖಲಿಸಬಹುದು ಎಂದು ಅವರು ಹೇಳಿದರು. ಜಲ ಶಕ್ತಿ ಸಚಿವಾಲಯದ ಮಾರ್ಗಸೂಚಿಯಂತೆ ಸೇವಾ ಮಟ್ಟದ ಮಾನದಂಡಗಳನ್ನು ನಿಗದಿಪಡಿಸಲಾಗಿದೆ. ಅಂತರ್ಜಲ ಮರುಪೂರಣ, ಕೆರೆಗಳ ಪುನಶ್ಚೇತನ ಮತ್ತು ಮಳೆ ನೀರು ಸಂಗ್ರಹ ರಚನೆಗಳ ಮೇಲ್ವಿಚಾರಣೆಯನ್ನೂ ಇದೇ ತಂತ್ರಾಂಶದ ಮೂಲಕ ನಡೆಸಲಾಗುವುದು. ರಾಜ್ಯದಲ್ಲಿ ಈಗಾಗಲೇ 7700 ಕೋಟಿ ರೂ. ವೆಚ್ಚದ ಯೋಜನೆಗಳು ಪ್ರಗತಿಯಲ್ಲಿದ್ದು, 187 ಕೋಟಿ ರೂ. ನಿರ್ವಹಣಾ ಅನುದಾನ ಬಿಡುಗಡೆ ಮಾಡಲಾಗಿದೆ. ಕೇಂದ್ರದಿಂದ ಬಾಕಿ ಉಳಿದಿರುವ ಅನುದಾನ ಬಿಡುಗಡೆಗೆ ಒತ್ತಾಯಿಸಲಾಗಿದೆ. 3800 ಕೋಟಿ ರೂ. ಮೊತ್ತದ ಬಾಕಿ ಬಿಲ್‌ಗಳನ್ನು ಹಂತ ಹಂತವಾಗಿ ಪಾವತಿಸಲಾಗುವುದು. 5709 ಕೋಟಿ ರೂ. ವೆಚ್ಚದ ಕಾಮಗಾರಿಗಳು ಅಂತಿಮ ಹಂತದಲ್ಲಿವೆ. ಶೇ. 74.77 ರಷ್ಟು ಪ್ರಗತಿ ಸಾಧಿಸಲಾಗಿದ್ದು, ಉಳಿದ ಕಾಮಗಾರಿಗಳನ್ನು ಮುಂದಿನ ಆರ್ಥಿಕ ವರ್ಷದೊಳಗೆ ಪೂರ್ಣಗೊಳಿಸಲಾಗುವುದು. 117 ಕೋಟಿ ರೂ. ಮೊತ್ತದ ನಿರ್ವಹಣಾ ನಿಧಿಯನ್ನು ಜಿಲ್ಲಾ ಪಂಚಾಯಿತಿಗಳಿಗೆ ಹಂಚಿಕೆ ಮಾಡಲಾಗಿದೆ ಎಂದು ವಿವರಿಸಿದರು.: [51, 179, 292, 749]
chandrayya-headline: ತಾಲೂಕು ಆಡಳಿತದಿಂದ ನುಲಿಯ ಚಂದಯ್ಯ ಜಯಂತಿ ಆಚರಣೆ: [479, 927, 903, 952]
banner-text-1: ವಚನ ಶ್ರಾವಣ: [598, 1354, 704, 1381]
attendee-figure: [910, 1033, 970, 1184]
brand-name: ಇಂಡಿಪೆಂಡೆಂಟ್ ಸಂಗ್ರಾಮ: [1446, 64, 1672, 96]
section-rule-1: [51, 918, 1067, 920]
attendee-figure: [755, 2143, 819, 2156]
right-article-6-headline: 175 ತಾಲೂಕು ಬರಪೀಡಿತ ಎಂದು ಘೋಷಿಸಿ, ರೈತರ ಸಾಲ ಮನ್ನಾ ಮಾಡಿ: [1104, 2025, 1656, 2052]
siddaramaiah-headline: ಸಿದ್ದರಾಮಯ್ಯ ನಿವಾಸಕ್ಕೆ ಬಿಜೆಪಿ ನಾಯಕರ ಭೇಟಿ: [51, 927, 414, 955]
kpsc-body: ಬೆಂಗಳೂರು: ಕೆಪಿಎಸ್‌ಸಿ ಅಧ್ಯಕ್ಷರ ನೇಮಕಾತಿ ಅಕ್ರಮದ ಕುರಿತು ಮಾತನಾಡುತ್ತಿರುವ ಕೇಂದ್ರ ಸಚಿವ ಎಚ್.ಡಿ. ಕುಮಾರಸ್ವಾಮಿ ಅವರು ಕೆಪಿಎಸ್‌ಸಿ ಅಧ್ಯಕ್ಷರ ನೇಮಕಾತಿಯ ಬಗ್ಗೆಯೂ ಮಾತನಾಡುವ ಧೈರ್ಯ ತೋರಲಿ ಎಂದು ಗೃಹ ಸಚಿವ ಪ್ರಿಯಾಂಕ್ ಖರ್ಗೆ ಸವಾಲು ಹಾಕಿದರು. ನಗರದಲ್ಲಿ ಸುದ್ದಿಗಾರರೊಂದಿಗೆ ಮಾತನಾಡಿದ ಅವರು, ಕೆಪಿಎಸ್‌ಸಿ ನೇಮಕಾತಿಯಲ್ಲಿ ಅಕ್ರಮ ಬಗ್ಗೆ ಮಾತನಾಡುವ ಕುಮಾರಸ್ವಾಮಿ ಅವರು ತಿಹಾರ್ ಜೈಲಿನ ಬಗ್ಗೆ ಹಾಗೂ ಸಾಹುಕಾರ್ ಅವರನ್ನು ಕೆಪಿಎಸ್‌ಸಿ ಅಧ್ಯಕ್ಷರನ್ನಾಗಿ ನೇಮಕ ಮಾಡಿದ್ದ ಬಗ್ಗೆ ಮಾತನಾಡಬೇಕು ಎಂದು ಹೇಳಿದರು. ಅವರ ಮಕ್ಕಳಿಗೆ ಪ್ರಧಾನಿ ನರೇಂದ್ರ ಮೋದಿ ಅವರು ಮಾಜಿ ಪ್ರಧಾನಿ ಎಚ್.ಡಿ. ದೇವೇಗೌಡರ ಕುಟುಂಬಕ್ಕೆ ಬೆಂಬಲ ನೀಡಿದ್ದು ನಿಜ. 200 ಕೋಟಿ ನೀಡಿ ಕೆಪಿಎಸ್‌ಸಿ ಅಧ್ಯಕ್ಷರ ನೇಮಕ ಮಾಡಲಾಗಿತ್ತು ಎಂದು ಬಿಜೆಪಿ ಮಾಜಿ ಶಾಸಕರೇ ಆರೋಪಿಸಿದ್ದಾರೆ. ಇದು ನಿಜವೇ ಇಲ್ಲವೇ ಎಂಬುದನ್ನು ಕುಮಾರಸ್ವಾಮಿ ಅವರು ಸ್ಪಷ್ಟಪಡಿಸಲಿ ಎಂದು ಪ್ರಶ್ನಿಸಿದರು. ತಮ್ಮ ಮಾತಿಗೆ ಕೈಲಿ ಕುರಿತು ಜೆಡಿಎಸ್ ನಾಯಕರು ಟೀಕಿಸುತ್ತಿರುವುದನ್ನು ಪ್ರಸ್ತಾಪಿಸಿದ ಅವರು, 'ನನ್ನ ನಾಲಿಗೆ ಬಗ್ಗೆ ಮಾತನಾಡುವ ಜೆಡಿಎಸ್‌ನವರಿಗೆ ಯಾವ ನೈತಿಕತೆ ಇದೆ. ಕೇವಲ ಬಿಜೆಪಿ ನಾಯಕರ ಮೆಚ್ಚುಗೆ ಪಡೆಯಲು ಅವರು ಹೀಗೆ ಮಾತನಾಡುತ್ತಿದ್ದಾರೆ' ಎಂದು ವ್ಯಂಗ್ಯವಾಡಿದರು. 'ಅವರ ಮನೆಯಲ್ಲಿ ಪ್ರಧಾನಿ ಮೋದಿ ಅವರ ಫೋಟೋ ಇಟ್ಟುಕೊಳ್ಳಲಿ' ಎಂದು ಟೀಕಿಸಿದರು. ಬಿಜೆಪಿ ಅಧಿಕಾರ ಇದ್ದಾಗಲೇ ಕುಮಾರ್ ಅವರ ವಿಚಾರದಲ್ಲಿ ಕುಮಾರಸ್ವಾಮಿ ಮಾತನಾಡಲಿಲ್ಲ. ರೈತರ ಬಗ್ಗೆ ಕಾಳಜಿ ಇದ್ದರೆ ಕೇಂದ್ರದಿಂದ ಅನುದಾನ ತರಲಿ. ಕಾವೇರಿ ವಿಚಾರದಲ್ಲಿ ಮೇಕೆದಾಟು ಯೋಜನೆಗೆ ಅನುಮತಿ ಕೊಡಿಸಲಿ ಎಂದು ಸವಾಲು ಹಾಕಿದರು. ಒಬ್ಬ ಅಧಿಕಾರಿ ಲಿಖಿತವಾಗಿ ರಾಜೀನಾಮೆ ಅರ್ಜಿ ಸಲ್ಲಿಸಿದರೆ ಸರ್ಕಾರ ಅದನ್ನು ನಿರ್ಲಕ್ಷಿಸುವುದಿಲ್ಲ. ಎಲ್ಲ ದಾಖಲೆಗಳನ್ನು ಪರಿಶೀಲಿಸಿ ಸೂಕ್ತ ಕ್ರಮ ಕೈಗೊಳ್ಳಲಾಗುವುದು ಎಂದರು.: [51, 1826, 456, 2039]
siddaramaiah-meeting-photo: [51, 1112, 456, 1363]
lead-body-right: ಬೆಂಗಳೂರು: ಗ್ರಾಮೀಣ ಜಲ ಆಸ್ತಿಗಳ ಸ್ಥಿರತೆ ನಿರ್ವಹಣೆ ಮತ್ತು ನಿಗಾ ಇಡುವಿಕೆ ಕುರಿತ ಸಮಗ್ರ ಜಲ ಆಸ್ತಿ ನಿರ್ವಹಣಾ ವ್ಯವಸ್ಥೆಗೆ ಸಂಬಂಧಿಸಿದ ಮೊಬೈಲ್ ಮತ್ತು ವೆಬ್ ಆಧಾರಿತ ತಂತ್ರಾಂಶಗಳನ್ನು ಗ್ರಾಮೀಣಾಭಿವೃದ್ಧಿ ಮತ್ತು ಪಂಚಾಯತ್ ರಾಜ್ ಸಚಿವರು ಲೋಕಾರ್ಪಣೆ ಮಾಡಿದರು. ರಾಜ್ಯದ 3 ಲಕ್ಷಕ್ಕೂ ಅಧಿಕ ಜಲ ಆಸ್ತಿಗಳನ್ನು ಡಿಜಿಟಲ್ ರೂಪದಲ್ಲಿ ದಾಖಲಿಸಿ, ನೀರಿನ ಗುಣಮಟ್ಟ ಮತ್ತು ಪೂರೈಕೆಯ ಮೇಲೆ ನಿರಂತರ ನಿಗಾ ವಹಿಸಲು ಈ ವ್ಯವಸ್ಥೆ ನೆರವಾಗಲಿದೆ. ಗ್ರಾಮ ಪಂಚಾಯಿತಿಗಳು ಹಾಗೂ ಜಲ ಜೀವನ್ ಮಿಷನ್ ಅಧಿಕಾರಿಗಳು ದೈನಂದಿನ ದತ್ತಾಂಶವನ್ನು ಅಪ್‌ಲೋಡ್ ಮಾಡುವ ಮೂಲಕ ದುರಸ್ತಿ, ನಿರ್ವಹಣೆ ಹಾಗೂ ಸೇವಾ ಪೂರೈಕೆಯನ್ನು ಸಮರ್ಪಕವಾಗಿ ಸಾಧಿಸಬಹುದು ಎಂದು ಸಚಿವರು ತಿಳಿಸಿದರು. ಕರ್ನಾಟಕ ರಾಜ್ಯ ದೂರ ಸಂವೇದಿ ಅನ್ವಯಿಕ ಕೇಂದ್ರ (KSRSAC) ಸಹಯೋಗದಲ್ಲಿ ಅಭಿವೃದ್ಧಿಪಡಿಸಲಾದ ಈ ತಂತ್ರಾಂಶದಲ್ಲಿ ಜಿಯೋ ಟ್ಯಾಗ್ ಮಾಡಿದ ಆಸ್ತಿಗಳ ವಿವರ, ನೀರಿನ ಮೂಲ, ಟ್ಯಾಂಕ್ ಸಾಮರ್ಥ್ಯ, ಪೈಪ್‌ಲೈನ್ ಜಾಲ ಹಾಗೂ ಕಾರ್ಯಾಚರಣೆ ಸ್ಥಿತಿಗಳನ್ನು ನೈಜ ಸಮಯದಲ್ಲಿ ವೀಕ್ಷಿಸಬಹುದಾಗಿದೆ. ಜಲ ಜೀವನ್ ಮಿಷನ್ ಅಡಿಯಲ್ಲಿ ರಾಜ್ಯದಲ್ಲಿ 1 ಕೋಟಿಗೂ ಅಧಿಕ ಮನೆಗಳಿಗೆ ನಳ ಸಂಪರ್ಕ ಕಲ್ಪಿಸಲಾಗಿದ್ದು, ಆ ಸೌಲಭ್ಯಗಳನ್ನು ದೀರ್ಘಕಾಲ ಸುಸ್ಥಿರವಾಗಿ ಉಳಿಸಿಕೊಳ್ಳುವುದು ಸರ್ಕಾರದ ಆದ್ಯತೆಯಾಗಿದೆ. ಬಹುಗ್ರಾಮ ಕುಡಿಯುವ ನೀರು ಯೋಜನೆಗಳ ನಿರ್ವಹಣೆಗೆ ಪ್ರತ್ಯೇಕ ನೀತಿ ರೂಪಿಸಲಾಗಿದ್ದು, ನೀರಿನ ಶುಲ್ಕ ಸಂಗ್ರಹ ಮತ್ತು ಸ್ಥಳೀಯ ಸಮುದಾಯದ ಸಹಭಾಗಿತ್ವಕ್ಕೆ ಒತ್ತು ನೀಡಲಾಗುವುದು. ಇಲಾಖೆಯ ಹಿರಿಯ ಅಧಿಕಾರಿಗಳು, ಜಿಲ್ಲಾ ಪಂಚಾಯಿತಿ ಮುಖ್ಯ ಕಾರ್ಯನಿರ್ವಾಹಕ ಅಧಿಕಾರಿಗಳು ಹಾಗೂ ತಾಂತ್ರಿಕ ತಜ್ಞರು ಕಾರ್ಯಕ್ರಮದಲ್ಲಿ ಪಾಲ್ಗೊಂಡಿದ್ದರು. ಜಲ ಆಸ್ತಿಗಳ ನಿರ್ವಹಣೆಯಲ್ಲಿ ಪಾರದರ್ಶಕತೆ ತರಲು ಪ್ರತಿ ಗ್ರಾಮ ಪಂಚಾಯಿತಿಗೆ ಲಾಗಿನ್ ಸೌಲಭ್ಯ ಕಲ್ಪಿಸಲಾಗಿದೆ. ಸಾರ್ವಜನಿಕರು ಸಹ ಆ್ಯಪ್ ಮೂಲಕ ದೂರುಗಳನ್ನು ದಾಖಲಿಸಬಹುದು ಎಂದು ಅವರು ಹೇಳಿದರು. ಜಲ ಶಕ್ತಿ ಸಚಿವಾಲಯದ ಮಾರ್ಗಸೂಚಿಯಂತೆ ಸೇವಾ ಮಟ್ಟದ ಮಾನದಂಡಗಳನ್ನು ನಿಗದಿಪಡಿಸಲಾಗಿದೆ. ಅಂತರ್ಜಲ ಮರುಪೂರಣ, ಕೆರೆಗಳ ಪುನಶ್ಚೇತನ ಮತ್ತು ಮಳೆ ನೀರು ಸಂಗ್ರಹ ರಚನೆಗಳ ಮೇಲ್ವಿಚಾರಣೆಯನ್ನೂ ಇದೇ ತಂತ್ರಾಂಶದ ಮೂಲಕ ನಡೆಸಲಾಗುವುದು. ರಾಜ್ಯದಲ್ಲಿ ಈಗಾಗಲೇ 7700 ಕೋಟಿ ರೂ. ವೆಚ್ಚದ ಯೋಜನೆಗಳು ಪ್ರಗತಿಯಲ್ಲಿದ್ದು, 187 ಕೋಟಿ ರೂ. ನಿರ್ವಹಣಾ ಅನುದಾನ ಬಿಡುಗಡೆ ಮಾಡಲಾಗಿದೆ. ಕೇಂದ್ರದಿಂದ ಬಾಕಿ ಉಳಿದಿರುವ ಅನುದಾನ ಬಿಡುಗಡೆಗೆ ಒತ್ತಾಯಿಸಲಾಗಿದೆ. 3800 ಕೋಟಿ ರೂ. ಮೊತ್ತದ ಬಾಕಿ ಬಿಲ್‌ಗಳನ್ನು ಹಂತ ಹಂತವಾಗಿ ಪಾವತಿಸಲಾಗುವುದು. 5709 ಕೋಟಿ ರೂ. ವೆಚ್ಚದ ಕಾಮಗಾರಿಗಳು ಅಂತಿಮ ಹಂತದಲ್ಲಿವೆ. ಶೇ. 74.77 ರಷ್ಟು ಪ್ರಗತಿ ಸಾಧಿಸಲಾಗಿದ್ದು, ಉಳಿದ ಕಾಮಗಾರಿಗಳನ್ನು ಮುಂದಿನ ಆರ್ಥಿಕ ವರ್ಷದೊಳಗೆ ಪೂರ್ಣಗೊಳಿಸಲಾಗುವುದು. 117 ಕೋಟಿ ರೂ. ಮೊತ್ತದ ನಿರ್ವಹಣಾ ನಿಧಿಯನ್ನು ಜಿಲ್ಲಾ ಪಂಚಾಯಿತಿಗಳಿಗೆ ಹಂಚಿಕೆ ಮಾಡಲಾಗಿದೆ ಎಂದು ವಿವರಿಸಿದರು.: [569, 179, 1063, 470]
continued-banner: [1126, 133, 1635, 164]
siddaramaiah-body-top: ಬೆಂಗಳೂರು: ಬಿಜೆಪಿ ಕಾರ್ಯಕಾರಿ ಸಮಿತಿ ಸದಸ್ಯ ಸಿದ್ದರಾಮಯ್ಯ ಅವರ ನಿವಾಸಕ್ಕೆ ಬಿಜೆಪಿ ಶಾಸಕರೊಬ್ಬರು ಭೇಟಿ ನೀಡಿ ಮಾತುಕತೆ ನಡೆಸಿರುವುದು ರಾಜಕೀಯ ವಲಯದಲ್ಲಿ ಚರ್ಚೆಗೆ ಗ್ರಾಸವಾಗಿದೆ. ಬಿಜೆಪಿ ಶಾಸಕ ಜಿ.ಟಿ. ರವಿ ಬೆಳಗ್ಗೆ ಭೇಟಿ ಮಾಡಿ ಮಾತುಕತೆ ನಡೆಸಿದ್ದು, ಸಿದ್ದರಾಮಯ್ಯ ಅವರ ವಿರುದ್ಧ ರವಿ ರಾಜಕೀಯವಾಗಿ ಸಾಕಷ್ಟು ವಾಗ್ದಾಳಿ ನಡೆಸಿಕೊಂಡು ಬಂದವರು. 'ಸೌಹಾರ್ದಯುತ ಭೇಟಿ' ಎಂದು ಟೀಕಿಸಿದ್ದ ಅವರ ಭೇಟಿ ಹಾಗೂ ಮಾತುಕತೆ ಸಾಕಷ್ಟು ಕುತೂಹಲಕ್ಕೆ ಕಾರಣವಾಗಿದೆ.: [51, 968, 456, 1026]
